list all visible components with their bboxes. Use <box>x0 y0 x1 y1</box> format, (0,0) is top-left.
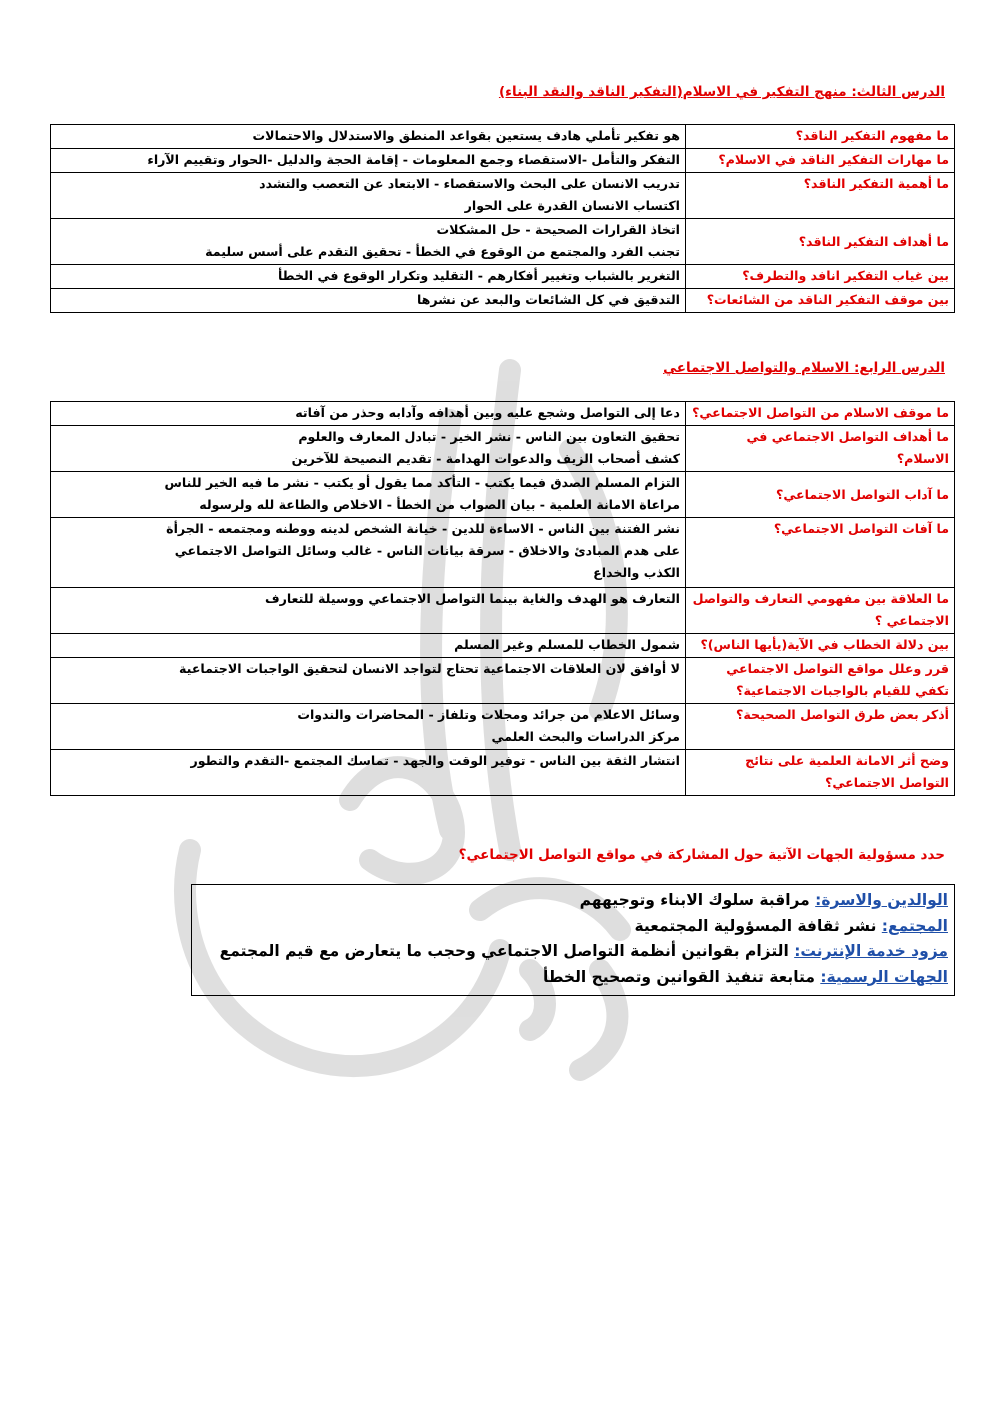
table-row <box>51 265 955 289</box>
answer-cell <box>51 472 686 518</box>
responsibility-label: الوالدين والاسرة: <box>815 891 948 909</box>
answer-cell <box>51 402 686 426</box>
answer-line: على هدم المبادئ والاخلاق - سرقة بيانات الناس - غالب وسائل التواصل الاجتماعي <box>174 543 680 558</box>
table-row <box>51 588 955 634</box>
answer-line: مراعاة الامانة العلمية - بيان الصواب من الخطأ - الاخلاص والطاعة لله ولرسوله <box>199 497 680 512</box>
answer-line: نشر الفتنة بين الناس - الاساءة للدين - خيانة الشخص لدينه ووطنه ومجتمعه - الجرأة <box>166 521 680 536</box>
table-row <box>51 518 955 588</box>
responsibility-text: مراقبة سلوك الابناء وتوجيههم <box>579 891 816 909</box>
question-cell: ما موقف الاسلام من التواصل الاجتماعي؟ <box>686 402 955 426</box>
responsibility-question: حدد مسؤولية الجهات الآتية حول المشاركة في مواقع التواصل الاجتماعي؟ <box>458 847 945 863</box>
question-cell: ما مهارات التفكير الناقد في الاسلام؟ <box>686 149 955 173</box>
answer-cell <box>51 750 686 796</box>
answer-cell <box>51 634 686 658</box>
question-cell: وضح أثر الامانة العلمية على نتائج التواصل الاجتماعي؟ <box>686 750 955 796</box>
question-cell: ما أهمية التفكير الناقد؟ <box>686 173 955 219</box>
answer-line: مركز الدراسات والبحث العلمي <box>491 729 680 744</box>
question-cell: ما أهداف التواصل الاجتماعي في الاسلام؟ <box>686 426 955 472</box>
answer-line: تحقيق التعاون بين الناس - نشر الخير - تبادل المعارف والعلوم <box>298 429 680 444</box>
question-cell: بين دلالة الخطاب في الآية(يأيها الناس)؟ <box>686 634 955 658</box>
responsibility-item <box>198 888 948 914</box>
answer-cell <box>51 173 686 219</box>
question-cell: ما آفات التواصل الاجتماعي؟ <box>686 518 955 588</box>
table-row <box>51 402 955 426</box>
lesson3-table <box>50 124 955 313</box>
answer-line: التدقيق في كل الشائعات والبعد عن نشرها <box>416 292 680 307</box>
answer-line: هو تفكير تأملي هادف يستعين بقواعد المنطق والاستدلال والاحتمالات <box>252 128 680 143</box>
table-row <box>51 173 955 219</box>
answer-line: دعا إلى التواصل وشجع عليه وبين أهدافه وآدابه وحذر من آفاته <box>295 405 680 420</box>
answer-cell <box>51 704 686 750</box>
lesson4-table <box>50 401 955 796</box>
answer-cell <box>51 658 686 704</box>
question-cell: بين غياب التفكير انافد والتطرف؟ <box>686 265 955 289</box>
responsibility-item <box>198 965 948 991</box>
table-row <box>51 149 955 173</box>
answer-cell <box>51 265 686 289</box>
question-cell: أذكر بعض طرق التواصل الصحيحة؟ <box>686 704 955 750</box>
answer-cell <box>51 289 686 313</box>
answer-line: التزام المسلم الصدق فيما يكتب - التأكد مما يقول أو يكتب - نشر ما فيه الخير للناس <box>164 475 680 490</box>
table-row <box>51 750 955 796</box>
answer-line: تدريب الانسان على البحث والاستقصاء - الابتعاد عن التعصب والتشدد <box>259 176 680 191</box>
table-row <box>51 704 955 750</box>
answer-line: التغرير بالشباب وتغيير أفكارهم - التقليد وتكرار الوقوع في الخطأ <box>277 268 680 283</box>
table-row <box>51 289 955 313</box>
table-row <box>51 219 955 265</box>
question-cell: ما العلاقة بين مفهومي التعارف والتواصل الاجتماعي ؟ <box>686 588 955 634</box>
answer-line: انتشار الثقة بين الناس - توفير الوقت والجهد - تماسك المجتمع -التقدم والتطور <box>190 753 680 768</box>
responsibility-item <box>198 914 948 940</box>
question-cell: ما مفهوم التفكير الناقد؟ <box>686 125 955 149</box>
answer-cell <box>51 426 686 472</box>
answer-cell <box>51 219 686 265</box>
responsibility-box <box>191 884 955 996</box>
responsibility-label: الجهات الرسمية: <box>820 967 948 986</box>
lesson3-title: الدرس الثالث: منهج التفكير في الاسلام(التفكير الناقد والنقد البناء) <box>498 84 945 100</box>
answer-line: لا أوافق لان العلاقات الاجتماعية تحتاج لتواجد الانسان لتحقيق الواجبات الاجتماعية <box>179 661 680 676</box>
responsibility-text: نشر ثقافة المسؤولية المجتمعية <box>634 916 882 935</box>
responsibility-label: مزود خدمة الإنترنت: <box>794 942 948 960</box>
answer-line: التعارف هو الهدف والغاية بينما التواصل الاجتماعي ووسيلة للتعارف <box>264 591 680 606</box>
answer-line: شمول الخطاب للمسلم وغير المسلم <box>454 637 680 652</box>
answer-line: اتخاذ القرارات الصحيحة - حل المشكلات <box>436 222 680 237</box>
responsibility-label: المجتمع: <box>881 916 948 935</box>
answer-line: كشف أصحاب الزيف والدعوات الهدامة - تقديم النصيحة للآخرين <box>291 451 680 466</box>
responsibility-text: متابعة تنفيذ القوانين وتصحيح الخطأ <box>543 967 821 986</box>
answer-line: اكتساب الانسان القدرة على الحوار <box>464 198 680 213</box>
table-row <box>51 125 955 149</box>
answer-line: التفكر والتأمل -الاستقصاء وجمع المعلومات - إقامة الحجة والدليل -الحوار وتقييم الآراء <box>147 152 680 167</box>
lesson4-title: الدرس الرابع: الاسلام والتواصل الاجتماعي <box>663 360 945 376</box>
answer-line: تجنب الفرد والمجتمع من الوقوع في الخطأ - تحقيق التقدم على أسس سليمة <box>205 244 680 259</box>
table-row <box>51 658 955 704</box>
question-cell: ما آداب التواصل الاجتماعي؟ <box>686 472 955 518</box>
table-row <box>51 472 955 518</box>
question-cell: بين موقف التفكير الناقد من الشائعات؟ <box>686 289 955 313</box>
table-row <box>51 426 955 472</box>
table-row <box>51 634 955 658</box>
answer-cell <box>51 149 686 173</box>
answer-line: الكذب والخداع <box>593 565 680 580</box>
answer-cell <box>51 518 686 588</box>
answer-cell <box>51 588 686 634</box>
question-cell: قرر وعلل مواقع التواصل الاجتماعي تكفي للقيام بالواجبات الاجتماعية؟ <box>686 658 955 704</box>
question-cell: ما أهداف التفكير الناقد؟ <box>686 219 955 265</box>
answer-cell <box>51 125 686 149</box>
answer-line: وسائل الاعلام من جرائد ومجلات وتلفاز - المحاضرات والندوات <box>297 707 680 722</box>
responsibility-text: التزام بقوانين أنظمة التواصل الاجتماعي وحجب ما يتعارض مع قيم المجتمع <box>219 942 795 960</box>
responsibility-item <box>198 939 948 965</box>
